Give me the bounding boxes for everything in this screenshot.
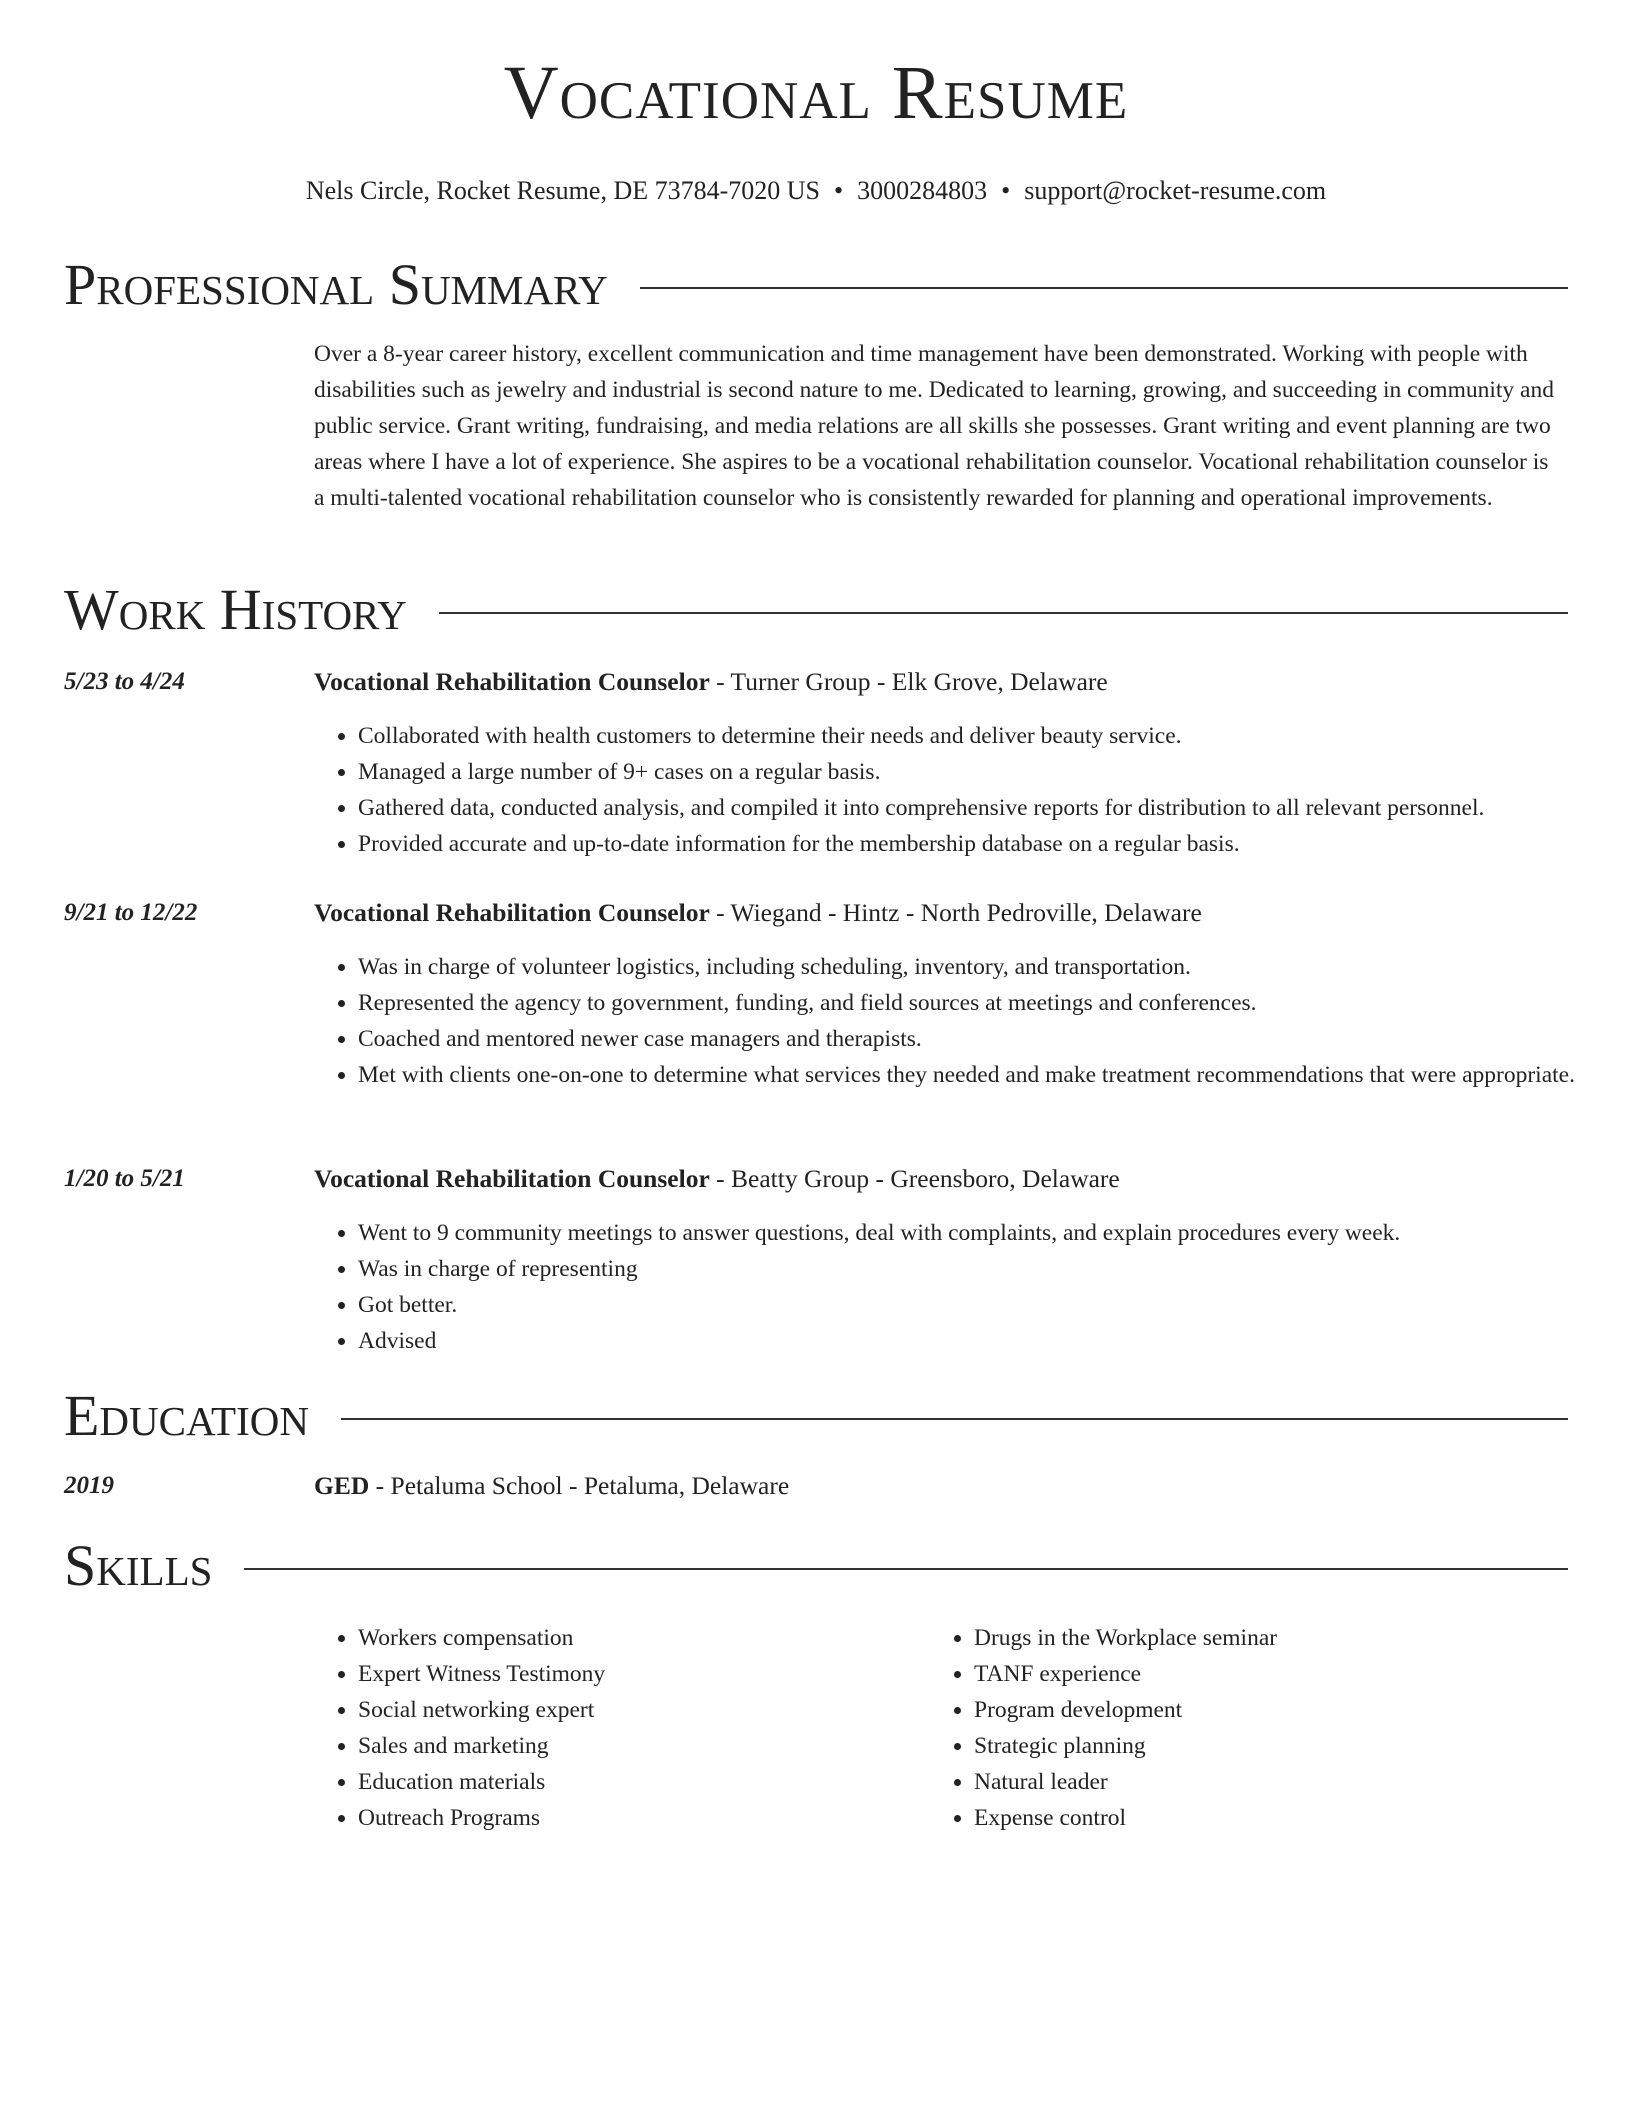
- job-details: - Beatty Group - Greensboro, Delaware: [709, 1164, 1120, 1193]
- section-divider: [439, 612, 1568, 614]
- summary-section-header: [64, 250, 1568, 320]
- education-details: - Petaluma School - Petaluma, Delaware: [369, 1471, 790, 1500]
- skill-item: • Sales and marketing: [358, 1728, 928, 1764]
- skill-item: • TANF experience: [974, 1656, 1564, 1692]
- skill-item: • Strategic planning: [974, 1728, 1564, 1764]
- education-year: 2019: [64, 1472, 114, 1499]
- job-bullet: • Was in charge of representing: [358, 1251, 1612, 1287]
- summary-section-title: Professional Summary: [64, 252, 608, 317]
- skills-section-title: Skills: [64, 1533, 213, 1598]
- education-section-header: [64, 1381, 1568, 1451]
- job-bullet: • Represented the agency to government, funding, and field sources at meetings and conferences.: [358, 985, 1612, 1021]
- work-section-title: Work History: [64, 577, 407, 642]
- skill-item: • Expense control: [974, 1800, 1564, 1836]
- job-dates: 9/21 to 12/22: [64, 899, 198, 926]
- job-bullets: [314, 949, 1612, 1093]
- contact-separator: •: [834, 176, 844, 205]
- job-title: Vocational Rehabilitation Counselor: [314, 1164, 710, 1193]
- education-degree: GED: [314, 1471, 370, 1500]
- job-bullet: • Was in charge of volunteer logistics, including scheduling, inventory, and transportation.: [358, 949, 1612, 985]
- skills-section-header: [64, 1531, 1568, 1601]
- section-divider: [341, 1418, 1568, 1420]
- job-bullet: • Met with clients one-on-one to determine what services they needed and make treatment recommendations that were appropriate.: [358, 1057, 1612, 1093]
- job-bullets: [314, 1215, 1612, 1359]
- skill-item: • Drugs in the Workplace seminar: [974, 1620, 1564, 1656]
- skill-item: • Outreach Programs: [358, 1800, 928, 1836]
- skill-item: • Workers compensation: [358, 1620, 928, 1656]
- job-title: Vocational Rehabilitation Counselor: [314, 667, 710, 696]
- job-dates: 5/23 to 4/24: [64, 668, 185, 695]
- section-divider: [640, 287, 1568, 289]
- job-details: - Wiegand - Hintz - North Pedroville, Delaware: [709, 898, 1202, 927]
- education-section-title: Education: [64, 1383, 309, 1448]
- job-bullet: • Coached and mentored newer case managers and therapists.: [358, 1021, 1612, 1057]
- education-header: [314, 1468, 1568, 1504]
- skill-item: • Expert Witness Testimony: [358, 1656, 928, 1692]
- resume-name: Vocational Resume: [503, 51, 1129, 135]
- contact-phone: 3000284803: [857, 176, 988, 205]
- job-header: [314, 664, 1568, 700]
- job-bullet: • Went to 9 community meetings to answer questions, deal with complaints, and explain procedures every week.: [358, 1215, 1612, 1251]
- contact-email: support@rocket-resume.com: [1024, 176, 1327, 205]
- summary-text: Over a 8-year career history, excellent communication and time management have been demonstrated. Working with people with disabilities such as jewelry and industrial is second nature to me. Dedicated to learning, growing, and succeeding in community and public service. Grant writing, fundraising, and media relations are all skills she possesses. Grant writing and event planning are two areas where I have a lot of experience. She aspires to be a vocational rehabilitation counselor. Vocational rehabilitation counselor is a multi-talented vocational rehabilitation counselor who is consistently rewarded for planning and operational improvements.: [314, 341, 1554, 511]
- job-title: Vocational Rehabilitation Counselor: [314, 898, 710, 927]
- contact-address: Nels Circle, Rocket Resume, DE 73784-7020 US: [305, 176, 820, 205]
- work-section-header: [64, 575, 1568, 645]
- section-divider: [244, 1568, 1568, 1570]
- job-bullet: • Advised: [358, 1323, 1612, 1359]
- job-bullet: • Provided accurate and up-to-date information for the membership database on a regular basis.: [358, 826, 1612, 862]
- skill-item: • Social networking expert: [358, 1692, 928, 1728]
- job-bullet: • Collaborated with health customers to determine their needs and deliver beauty service.: [358, 718, 1612, 754]
- skill-item: • Education materials: [358, 1764, 928, 1800]
- job-header: [314, 895, 1568, 931]
- skills-list-right: [930, 1620, 1564, 1836]
- job-details: - Turner Group - Elk Grove, Delaware: [709, 667, 1108, 696]
- job-bullets: [314, 718, 1612, 862]
- job-bullet: • Got better.: [358, 1287, 1612, 1323]
- skills-list-left: [314, 1620, 928, 1836]
- job-dates: 1/20 to 5/21: [64, 1165, 185, 1192]
- job-header: [314, 1161, 1568, 1197]
- job-bullet: • Gathered data, conducted analysis, and compiled it into comprehensive reports for distribution to all relevant personnel.: [358, 790, 1612, 826]
- contact-line: [0, 175, 1632, 207]
- job-bullet: • Managed a large number of 9+ cases on a regular basis.: [358, 754, 1612, 790]
- skill-item: • Natural leader: [974, 1764, 1564, 1800]
- skill-item: • Program development: [974, 1692, 1564, 1728]
- contact-separator: •: [1001, 176, 1011, 205]
